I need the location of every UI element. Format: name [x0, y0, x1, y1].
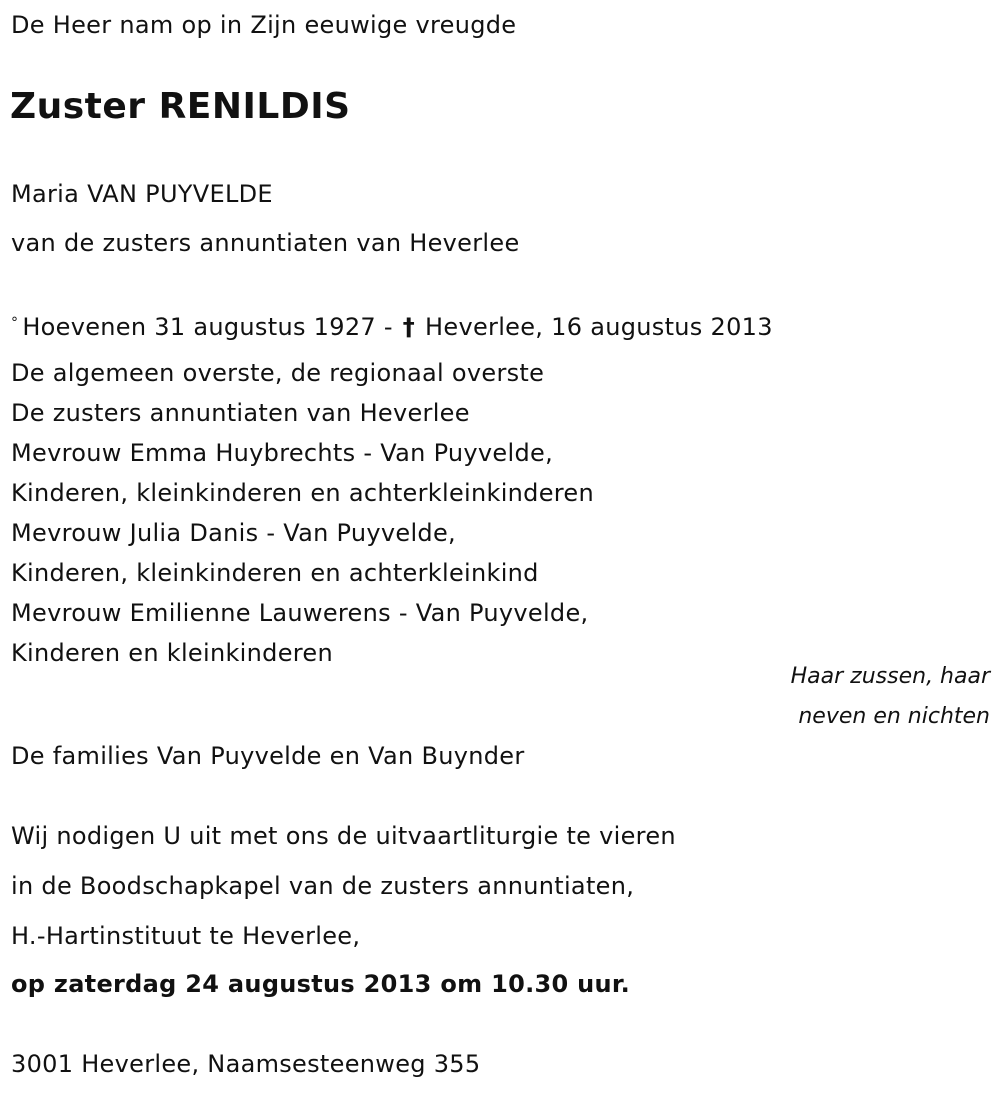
mourner-line: Mevrouw Emma Huybrechts - Van Puyvelde, [11, 439, 553, 467]
mourner-line: De algemeen overste, de regionaal overste [11, 359, 545, 387]
mourner-line: Kinderen, kleinkinderen en achterkleinkinderen [11, 479, 594, 507]
deceased-title: Zuster RENILDIS [10, 86, 351, 127]
mourner-line: Kinderen en kleinkinderen [11, 639, 333, 667]
relatives-note-line: neven en nichten [798, 704, 990, 729]
congregation: van de zusters annuntiaten van Heverlee [11, 229, 520, 257]
birth-mark: ° [11, 315, 19, 331]
cross-icon: † [402, 313, 416, 341]
invitation-line: H.-Hartinstituut te Heverlee, [11, 922, 361, 950]
relatives-note-line: Haar zussen, haar [790, 664, 990, 689]
service-time: op zaterdag 24 augustus 2013 om 10.30 uur. [11, 970, 631, 998]
mourner-line: Kinderen, kleinkinderen en achterkleinkind [11, 559, 539, 587]
dates-line [11, 308, 773, 342]
invitation-line: in de Boodschapkapel van de zusters annuntiaten, [11, 872, 635, 900]
address: 3001 Heverlee, Naamsesteenweg 355 [11, 1050, 481, 1078]
invitation-line: Wij nodigen U uit met ons de uitvaartliturgie te vieren [11, 822, 676, 850]
civil-name: Maria VAN PUYVELDE [11, 180, 273, 208]
mourner-line: Mevrouw Emilienne Lauwerens - Van Puyvelde, [11, 599, 589, 627]
families-line: De families Van Puyvelde en Van Buynder [11, 742, 525, 770]
death-info: Heverlee, 16 augustus 2013 [425, 313, 773, 341]
birth-info: Hoevenen 31 augustus 1927 - [22, 313, 393, 341]
mourner-line: Mevrouw Julia Danis - Van Puyvelde, [11, 519, 456, 547]
intro-text: De Heer nam op in Zijn eeuwige vreugde [11, 11, 517, 39]
mourner-line: De zusters annuntiaten van Heverlee [11, 399, 470, 427]
